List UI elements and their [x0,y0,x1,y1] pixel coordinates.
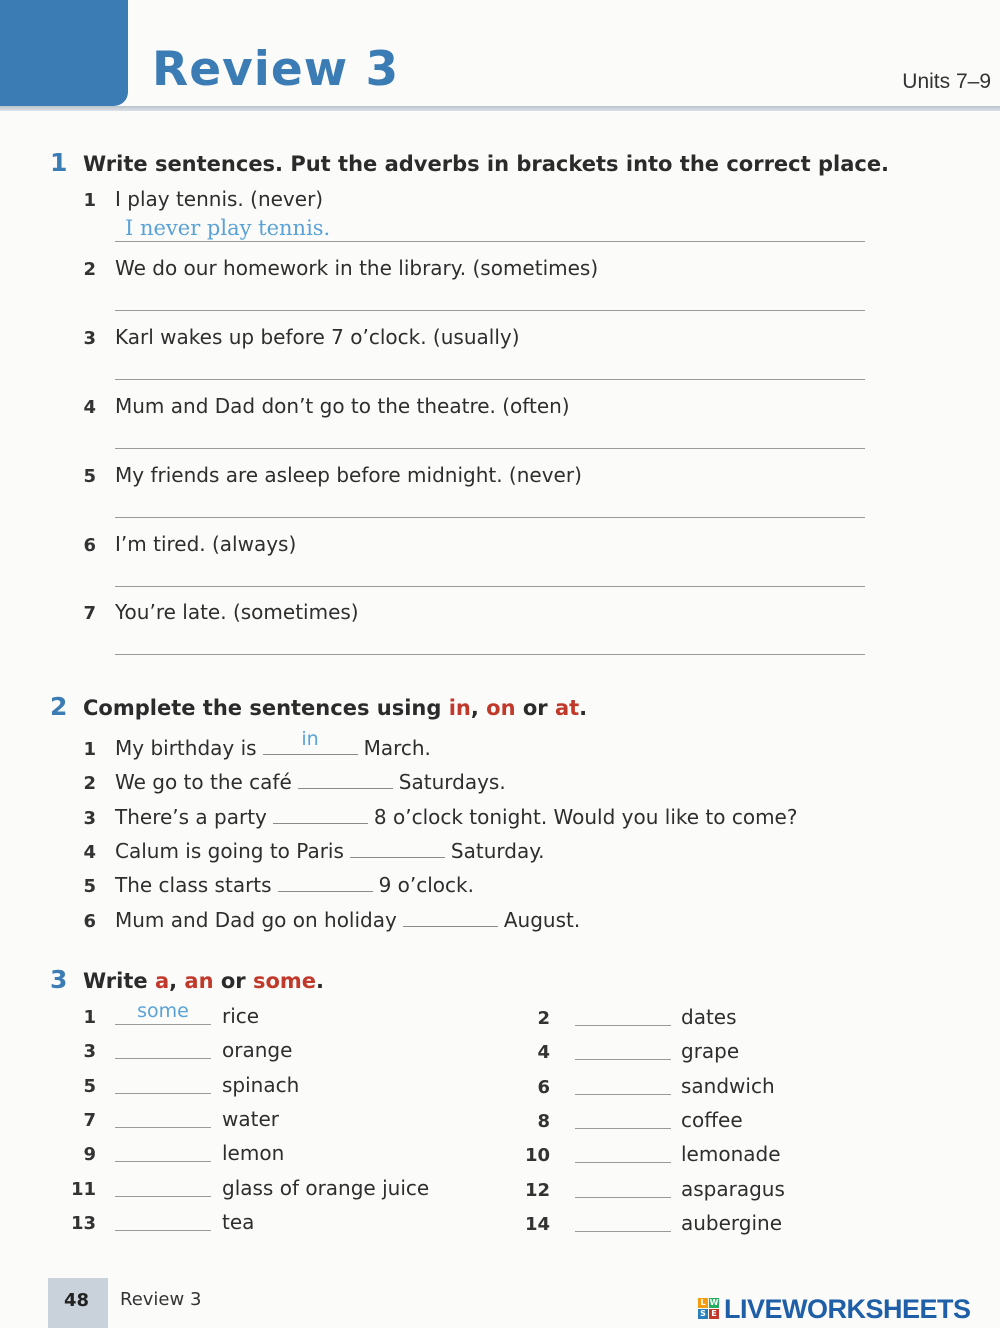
s3-item-number: 5 [83,1076,96,1097]
s1-answer-line[interactable] [115,517,865,518]
s3-word: grape [681,1039,740,1063]
s2-item-sentence [115,805,797,829]
s3-blank[interactable] [115,1196,211,1197]
s1-item-number: 3 [83,328,96,349]
s3-title-text: Write [83,969,155,993]
section2-number: 2 [50,692,68,721]
s1-item-number: 5 [83,466,96,487]
s2-item-number: 4 [83,842,96,863]
liveworksheets-logo[interactable]: LIVEWORKSHEETS [724,1294,971,1324]
s1-item-prompt: I’m tired. (always) [115,532,297,556]
footer-label: Review 3 [120,1289,202,1310]
s1-answer-line[interactable] [115,586,865,587]
s2-item-sentence [115,839,545,863]
s2-before: My birthday is [115,736,257,760]
s2-after: 9 o’clock. [378,873,474,897]
page-number: 48 [64,1290,90,1311]
logo-letter: W [709,1298,719,1307]
s3-item-number: 1 [83,1007,96,1028]
s2-item-sentence [115,873,474,897]
page-title: Review 3 [152,42,400,97]
s1-item-answer: I never play tennis. [125,216,331,240]
s1-item-prompt: I play tennis. (never) [115,187,324,211]
s1-answer-line[interactable] [115,379,865,380]
s3-word: rice [222,1004,260,1028]
s2-title-text: Complete the sentences using [83,696,449,720]
section1-number: 1 [50,148,68,177]
s2-after: Saturdays. [398,770,506,794]
s2-before: Mum and Dad go on holiday [115,908,397,932]
s3-word: asparagus [681,1177,785,1201]
s1-item-prompt: Mum and Dad don’t go to the theatre. (often) [115,394,570,418]
s3-word: coffee [681,1108,743,1132]
s3-item-number: 12 [524,1180,550,1201]
s2-after: March. [363,736,431,760]
s3-word: spinach [222,1073,300,1097]
s3-item-number: 2 [537,1008,550,1029]
s1-answer-line[interactable] [115,310,865,311]
s3-item-number: 10 [524,1145,550,1166]
section2-title [83,696,587,720]
s2-item-number: 5 [83,876,96,897]
s2-item-sentence [115,908,580,932]
s1-answer-line[interactable] [115,241,865,242]
s3-blank[interactable] [575,1128,671,1129]
s3-blank[interactable] [575,1025,671,1026]
s3-word: lemonade [681,1142,781,1166]
s2-after: August. [503,908,581,932]
s3-item-number: 7 [83,1110,96,1131]
s3-title-end: . [316,969,324,993]
liveworksheets-logo-icon [698,1298,720,1320]
s3-item-number: 11 [70,1179,96,1200]
s2-before: The class starts [115,873,272,897]
s3-blank[interactable] [115,1127,211,1128]
s2-blank[interactable] [273,822,368,824]
s2-blank[interactable] [298,787,393,789]
s3-item-number: 4 [537,1042,550,1063]
s1-answer-line[interactable] [115,654,865,655]
s3-sep: , [169,969,185,993]
s2-answer: in [301,728,319,750]
header-rule [0,106,1000,111]
s3-word: orange [222,1038,293,1062]
s3-item-number: 14 [524,1214,550,1235]
s1-item-prompt: You’re late. (sometimes) [115,600,359,624]
s3-item-number: 9 [83,1144,96,1165]
s3-blank[interactable] [115,1230,211,1231]
s3-item-number: 6 [537,1077,550,1098]
s3-blank[interactable] [115,1058,211,1059]
s3-blank[interactable] [575,1197,671,1198]
s2-item-number: 6 [83,911,96,932]
s1-item-number: 4 [83,397,96,418]
logo-letter: S [698,1309,708,1319]
s2-item-number: 3 [83,808,96,829]
s3-sep: or [213,969,253,993]
s2-after: 8 o’clock tonight. Would you like to come? [373,805,798,829]
s3-blank[interactable] [575,1059,671,1060]
s3-answer: some [137,1000,189,1022]
s2-blank[interactable] [263,728,358,755]
s3-word-a: a [154,969,170,993]
section1-title: Write sentences. Put the adverbs in brackets into the correct place. [83,152,890,176]
s3-blank[interactable] [115,1161,211,1162]
s2-sep: , [470,696,487,720]
s2-before: We go to the café [115,770,292,794]
s2-item-number: 1 [83,739,96,760]
s1-item-number: 1 [83,190,96,211]
s3-word: dates [681,1005,737,1029]
header-tab [0,0,128,106]
logo-letter: L [698,1298,708,1308]
s3-blank[interactable] [115,1024,211,1025]
s3-word: tea [222,1210,255,1234]
s1-answer-line[interactable] [115,448,865,449]
s3-item-number: 13 [70,1213,96,1234]
s2-sep: or [515,696,555,720]
s3-word-some: some [252,969,317,993]
s2-blank[interactable] [278,890,373,892]
s3-word: glass of orange juice [222,1176,430,1200]
section3-title [83,969,324,993]
s2-before: There’s a party [115,805,267,829]
s3-blank[interactable] [575,1162,671,1163]
s2-word-on: on [486,696,516,720]
s2-blank[interactable] [403,925,498,927]
logo-letter: E [709,1309,719,1319]
s2-word-in: in [448,696,471,720]
s1-item-number: 2 [83,259,96,280]
units-label: Units 7–9 [902,70,991,93]
s2-after: Saturday. [450,839,545,863]
s2-title-end: . [579,696,588,720]
s3-word: lemon [222,1141,285,1165]
s2-item-sentence [115,728,431,760]
s3-word: water [222,1107,279,1131]
s3-word: sandwich [681,1074,775,1098]
s3-item-number: 3 [83,1041,96,1062]
s2-word-at: at [554,696,580,720]
s2-item-number: 2 [83,773,96,794]
s1-item-prompt: Karl wakes up before 7 o’clock. (usually) [115,325,520,349]
s2-before: Calum is going to Paris [115,839,344,863]
s3-item-number: 8 [537,1111,550,1132]
s2-blank[interactable] [350,856,445,858]
s1-item-number: 7 [83,603,96,624]
s1-item-number: 6 [83,535,96,556]
s3-blank[interactable] [115,1093,211,1094]
s1-item-prompt: We do our homework in the library. (sometimes) [115,256,599,280]
s3-blank[interactable] [575,1231,671,1232]
s3-blank[interactable] [575,1094,671,1095]
s3-word: aubergine [681,1211,783,1235]
section3-number: 3 [50,965,68,994]
s3-word-an: an [184,969,214,993]
s1-item-prompt: My friends are asleep before midnight. (never) [115,463,582,487]
s2-item-sentence [115,770,506,794]
